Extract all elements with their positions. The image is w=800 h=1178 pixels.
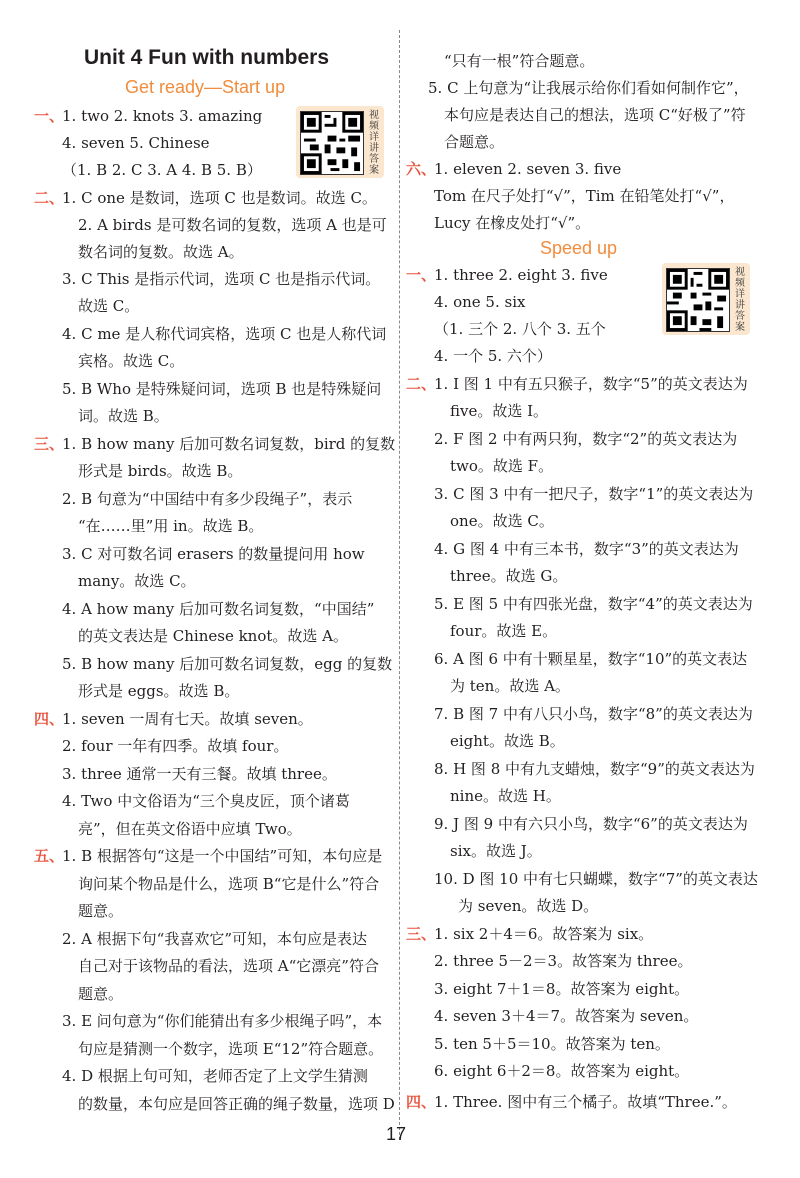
answer-line: 的数量，本句应是回答正确的绳子数量，选项 D: [78, 1095, 395, 1113]
answer-line: 形式是 eggs。故选 B。: [78, 682, 240, 700]
answer-line: 形式是 birds。故选 B。: [78, 462, 243, 480]
answer-line: 4. Two 中文俗语为“三个臭皮匠，顶个诸葛: [62, 792, 350, 810]
answer-line: Tom 在尺子处打“√”，Tim 在铅笔处打“√”，: [434, 187, 735, 205]
answer-line: 询问某个物品是什么，选项 B“它是什么”符合: [78, 875, 380, 893]
answer-line: one。故选 C。: [450, 512, 554, 530]
section-label-2: 二、: [34, 189, 65, 207]
answer-line: 题意。: [78, 985, 124, 1003]
answer-line: 6. A 图 6 中有十颗星星，数字“10”的英文表达: [434, 650, 748, 668]
answer-line: 1. Three. 图中有三个橘子。故填“Three.”。: [434, 1093, 737, 1111]
answer-line: 1. two 2. knots 3. amazing: [62, 107, 263, 125]
qr-code-icon: [666, 268, 730, 332]
answer-line: 2. A birds 是可数名词的复数，选项 A 也是可: [78, 216, 387, 234]
answer-line: “只有一根”符合题意。: [444, 52, 595, 70]
answer-line: 3. C 对可数名词 erasers 的数量提问用 how: [62, 545, 365, 563]
section-subtitle-speed-up: Speed up: [540, 238, 618, 258]
qr-code-tag: 视频详讲答案: [735, 267, 745, 333]
answer-line: “在……里”用 in。故选 B。: [78, 517, 264, 535]
answer-line: 词。故选 B。: [78, 407, 169, 425]
answer-line: 3. E 问句意为“你们能猜出有多少根绳子吗”，本: [62, 1012, 383, 1030]
answer-line: 5. ten 5＋5＝10。故答案为 ten。: [434, 1035, 670, 1053]
answer-line: 句应是猜测一个数字，选项 E“12”符合题意。: [78, 1040, 384, 1058]
qr-code-icon: [300, 111, 364, 175]
answer-line: 亮”，但在英文俗语中应填 Two。: [78, 820, 302, 838]
answer-line: 2. B 句意为“中国结中有多少段绳子”，表示: [62, 490, 353, 508]
answer-line: 4. A how many 后加可数名词复数，“中国结”: [62, 600, 375, 618]
answer-line: 1. six 2＋4＝6。故答案为 six。: [434, 925, 654, 943]
answer-line: 5. C 上句意为“让我展示给你们看如何制作它”，: [428, 79, 749, 97]
answer-line: 2. three 5－2＝3。故答案为 three。: [434, 952, 693, 970]
answer-line: 1. B how many 后加可数名词复数，bird 的复数: [62, 435, 396, 453]
answer-line: 1. B 根据答句“这是一个中国结”可知，本句应是: [62, 847, 383, 865]
answer-line: many。故选 C。: [78, 572, 196, 590]
answer-line: 4. 一个 5. 六个）: [434, 347, 552, 365]
qr-code-panel[interactable]: [296, 106, 384, 178]
answer-line: 8. H 图 8 中有九支蜡烛，数字“9”的英文表达为: [434, 760, 755, 778]
answer-line: 3. eight 7＋1＝8。故答案为 eight。: [434, 980, 690, 998]
answer-line: 10. D 图 10 中有七只蝴蝶，数字“7”的英文表达: [434, 870, 758, 888]
section-label-5: 五、: [34, 847, 65, 865]
answer-line: 1. C one 是数词，选项 C 也是数词。故选 C。: [62, 189, 377, 207]
answer-line: 3. C 图 3 中有一把尺子，数字“1”的英文表达为: [434, 485, 754, 503]
answer-line: six。故选 J。: [450, 842, 542, 860]
section-label-speed-2: 二、: [406, 375, 437, 393]
answer-line: 宾格。故选 C。: [78, 352, 185, 370]
answer-line: 4. D 根据上句可知，老师否定了上文学生猜测: [62, 1067, 368, 1085]
answer-line: 4. one 5. six: [434, 293, 526, 311]
answer-line: 2. A 根据下句“我喜欢它”可知，本句应是表达: [62, 930, 368, 948]
answer-line: three。故选 G。: [450, 567, 568, 585]
answer-line: 故选 C。: [78, 297, 140, 315]
answer-line: nine。故选 H。: [450, 787, 561, 805]
answer-line: 7. B 图 7 中有八只小鸟，数字“8”的英文表达为: [434, 705, 753, 723]
section-label-speed-3: 三、: [406, 925, 437, 943]
answer-line: 题意。: [78, 902, 124, 920]
answer-line: 为 ten。故选 A。: [450, 677, 570, 695]
answer-line: four。故选 E。: [450, 622, 558, 640]
qr-code-tag: 视频详讲答案: [369, 110, 379, 176]
answer-line: 4. seven 3＋4＝7。故答案为 seven。: [434, 1007, 699, 1025]
answer-line: 3. C This 是指示代词，选项 C 也是指示代词。: [62, 270, 381, 288]
answer-line: Lucy 在橡皮处打“√”。: [434, 214, 591, 232]
answer-line: （1. 三个 2. 八个 3. 五个: [434, 320, 606, 338]
section-label-3: 三、: [34, 435, 65, 453]
answer-line: 合题意。: [444, 133, 505, 151]
column-divider: [399, 30, 400, 1140]
answer-line: 5. B Who 是特殊疑问词，选项 B 也是特殊疑问: [62, 380, 382, 398]
answer-line: two。故选 F。: [450, 457, 554, 475]
section-label-speed-4: 四、: [406, 1093, 437, 1111]
answer-line: 5. B how many 后加可数名词复数，egg 的复数: [62, 655, 393, 673]
section-label-speed-1: 一、: [406, 266, 437, 284]
answer-line: （1. B 2. C 3. A 4. B 5. B）: [62, 161, 262, 179]
section-label-6: 六、: [406, 160, 437, 178]
answer-line: 9. J 图 9 中有六只小鸟，数字“6”的英文表达为: [434, 815, 748, 833]
answer-line: five。故选 I。: [450, 402, 549, 420]
answer-line: 1. three 2. eight 3. five: [434, 266, 608, 284]
answer-line: 4. seven 5. Chinese: [62, 134, 210, 152]
answer-line: 1. seven 一周有七天。故填 seven。: [62, 710, 313, 728]
unit-title: Unit 4 Fun with numbers: [84, 46, 329, 69]
answer-line: 5. E 图 5 中有四张光盘，数字“4”的英文表达为: [434, 595, 753, 613]
answer-line: 1. eleven 2. seven 3. five: [434, 160, 622, 178]
qr-code-panel[interactable]: [662, 263, 750, 335]
section-label-4: 四、: [34, 710, 65, 728]
page-number: 17: [386, 1124, 407, 1144]
answer-line: 的英文表达是 Chinese knot。故选 A。: [78, 627, 348, 645]
answer-line: 为 seven。故选 D。: [458, 897, 599, 915]
answer-line: 4. G 图 4 中有三本书，数字“3”的英文表达为: [434, 540, 739, 558]
answer-line: 3. three 通常一天有三餐。故填 three。: [62, 765, 337, 783]
answer-line: 2. four 一年有四季。故填 four。: [62, 737, 289, 755]
section-subtitle-start-up: Get ready—Start up: [125, 77, 286, 97]
answer-line: 本句应是表达自己的想法，选项 C“好极了”符: [444, 106, 746, 124]
answer-line: 4. C me 是人称代词宾格，选项 C 也是人称代词: [62, 325, 387, 343]
answer-line: 自己对于该物品的看法，选项 A“它漂亮”符合: [78, 957, 379, 975]
answer-line: 数名词的复数。故选 A。: [78, 243, 244, 261]
section-label-1: 一、: [34, 107, 65, 125]
answer-line: 2. F 图 2 中有两只狗，数字“2”的英文表达为: [434, 430, 738, 448]
answer-line: eight。故选 B。: [450, 732, 565, 750]
answer-line: 6. eight 6＋2＝8。故答案为 eight。: [434, 1062, 690, 1080]
answer-line: 1. I 图 1 中有五只猴子，数字“5”的英文表达为: [434, 375, 748, 393]
